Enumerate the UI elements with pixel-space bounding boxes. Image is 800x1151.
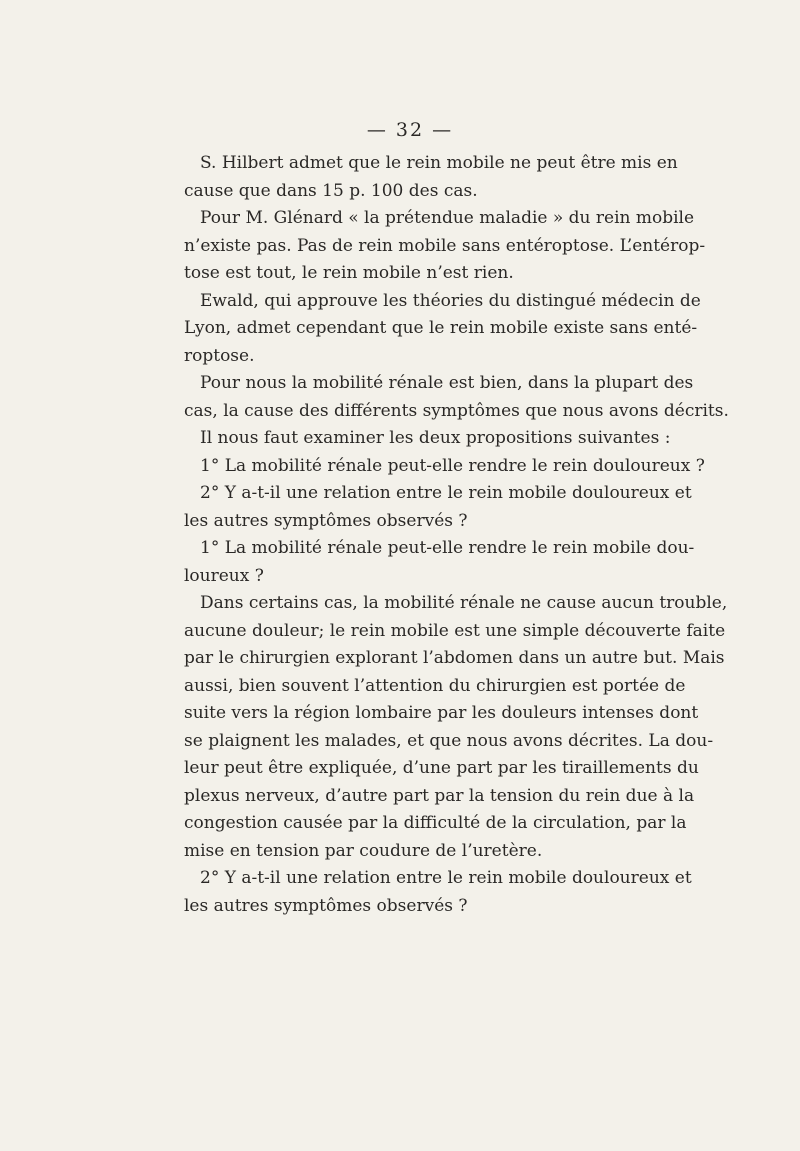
text-line: congestion causée par la difficulté de la circulation, par la bbox=[184, 813, 687, 833]
text-line: plexus nerveux, d’autre part par la tension du rein due à la bbox=[184, 785, 695, 806]
text-line: S. Hilbert admet que le rein mobile ne peut être mis en bbox=[200, 153, 678, 173]
text-line: aucune douleur; le rein mobile est une simple découverte faite bbox=[184, 620, 726, 641]
text-line: roptose. bbox=[184, 345, 255, 366]
text-line: suite vers la région lombaire par les douleurs intenses dont bbox=[184, 703, 699, 723]
text-line: 1° La mobilité rénale peut-elle rendre le rein mobile dou- bbox=[200, 538, 695, 558]
text-line: 1° La mobilité rénale peut-elle rendre le rein douloureux ? bbox=[200, 455, 705, 476]
text-line: les autres symptômes observés ? bbox=[184, 510, 468, 531]
text-line: n’existe pas. Pas de rein mobile sans entéroptose. L’entérop- bbox=[184, 235, 706, 256]
text-line: Pour nous la mobilité rénale est bien, dans la plupart des bbox=[200, 373, 694, 393]
text-line: Il nous faut examiner les deux propositions suivantes : bbox=[200, 428, 671, 448]
text-line: leur peut être expliquée, d’une part par les tiraillements du bbox=[184, 758, 699, 778]
body-text bbox=[184, 150, 729, 920]
text-line: mise en tension par coudure de l’uretère. bbox=[184, 840, 543, 861]
text-line: 2° Y a-t-il une relation entre le rein mobile douloureux et bbox=[200, 868, 692, 888]
text-line: tose est tout, le rein mobile n’est rien. bbox=[184, 263, 514, 283]
text-line: Dans certains cas, la mobilité rénale ne cause aucun trouble, bbox=[200, 593, 728, 613]
text-line: par le chirurgien explorant l’abdomen dans un autre but. Mais bbox=[184, 648, 725, 668]
text-line: cas, la cause des différents symptômes que nous avons décrits. bbox=[184, 400, 729, 421]
text-line: Pour M. Glénard « la prétendue maladie » du rein mobile bbox=[200, 208, 695, 228]
text-line: se plaignent les malades, et que nous avons décrites. La dou- bbox=[184, 730, 714, 751]
text-line: les autres symptômes observés ? bbox=[184, 895, 468, 916]
text-line: Lyon, admet cependant que le rein mobile existe sans enté- bbox=[184, 318, 698, 338]
text-line: aussi, bien souvent l’attention du chirurgien est portée de bbox=[184, 675, 686, 696]
text-line: Ewald, qui approuve les théories du distingué médecin de bbox=[200, 290, 701, 311]
text-line: 2° Y a-t-il une relation entre le rein mobile douloureux et bbox=[200, 483, 692, 503]
text-line: cause que dans 15 p. 100 des cas. bbox=[184, 180, 478, 201]
page-number: — 32 — bbox=[366, 119, 454, 141]
text-line: loureux ? bbox=[184, 565, 264, 586]
